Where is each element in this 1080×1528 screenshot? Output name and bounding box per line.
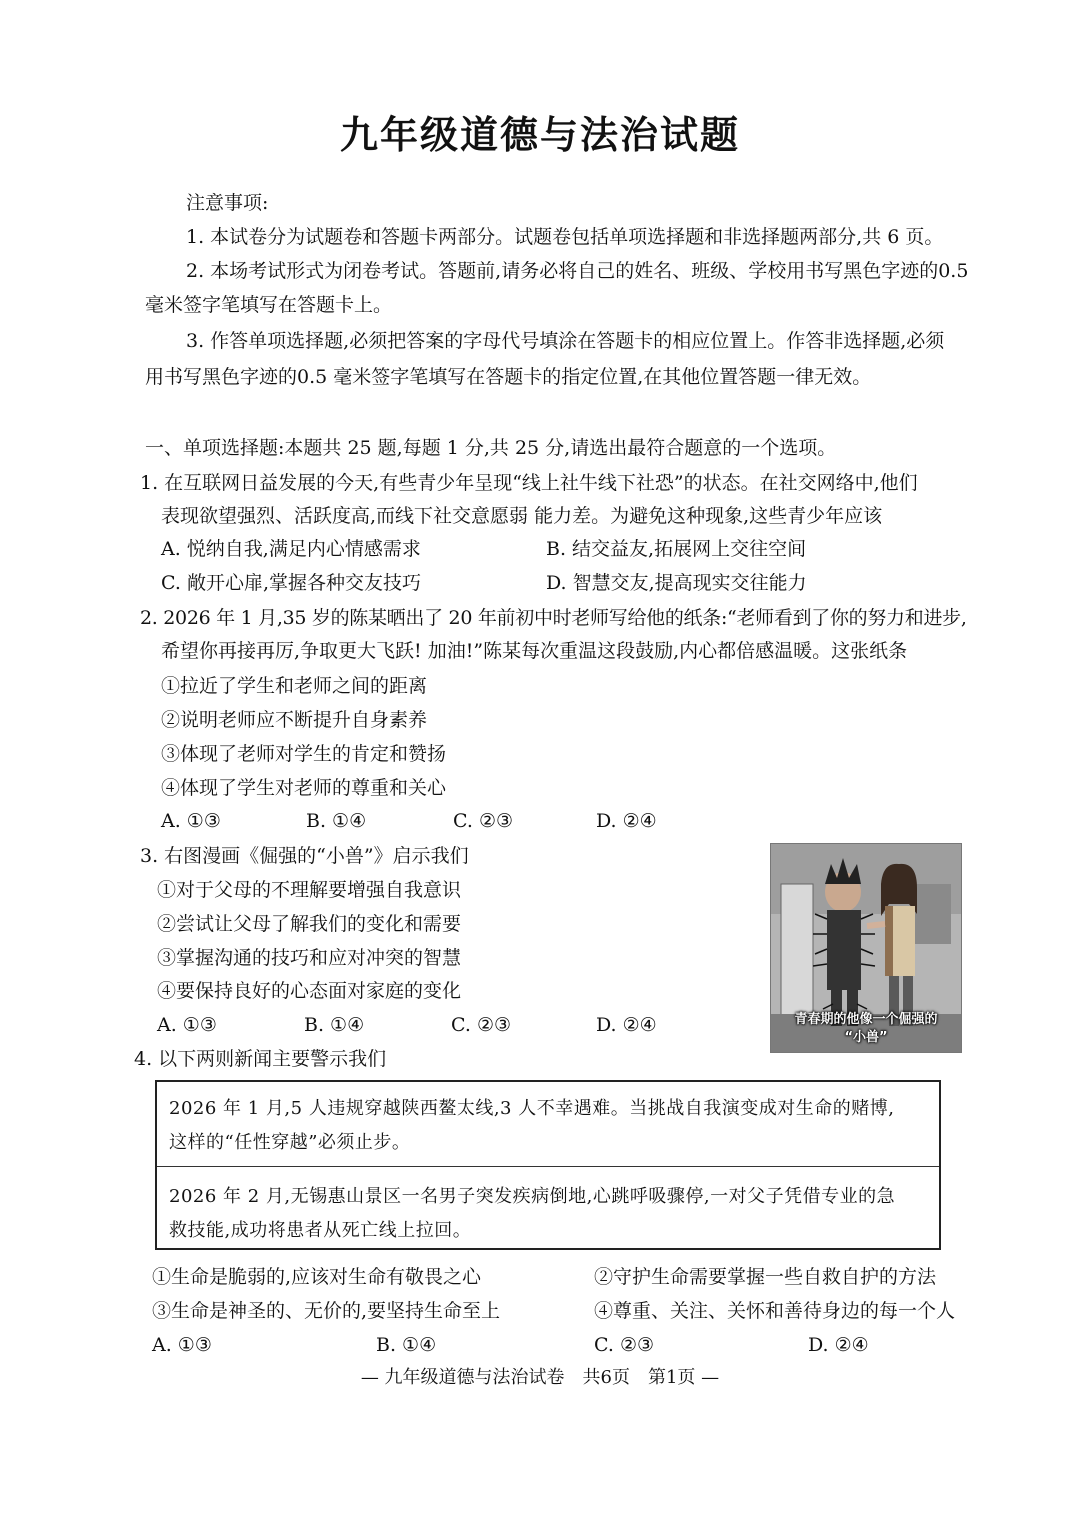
notice-item-3-line-1: 3. 作答单项选择题,必须把答案的字母代号填涂在答题卡的相应位置上。作答非选择题,必须 <box>186 330 945 352</box>
question-2-line-1: 2. 2026 年 1 月,35 岁的陈某晒出了 20 年前初中时老师写给他的纸条:“老师看到了你的努力和进步, <box>140 607 967 629</box>
question-3-option-a: A. ①③ <box>157 1014 217 1036</box>
question-2-statement-2: ②说明老师应不断提升自身素养 <box>161 709 428 731</box>
question-4-statement-1: ①生命是脆弱的,应该对生命有敬畏之心 <box>152 1266 482 1288</box>
question-3-statement-4: ④要保持良好的心态面对家庭的变化 <box>157 980 462 1002</box>
comic-caption-line-1: 青春期的他像一个倔强的 <box>794 1012 938 1027</box>
question-2-statement-1: ①拉近了学生和老师之间的距离 <box>161 675 428 697</box>
question-2-option-a: A. ①③ <box>161 810 221 832</box>
page-title: 九年级道德与法治试题 <box>339 112 740 157</box>
question-3-option-c: C. ②③ <box>451 1014 512 1036</box>
question-4-option-c: C. ②③ <box>594 1334 655 1356</box>
question-4-option-b: B. ①④ <box>376 1334 437 1356</box>
section-heading: 一、单项选择题:本题共 25 题,每题 1 分,共 25 分,请选出最符合题意的一个选项。 <box>145 437 837 459</box>
question-4-statement-4: ④尊重、关注、关怀和善待身边的每一个人 <box>594 1300 956 1322</box>
question-4-option-d: D. ②④ <box>808 1334 869 1356</box>
question-1-option-c: C. 敞开心扉,掌握各种交友技巧 <box>161 572 421 594</box>
comic-caption-line-2: “小兽” <box>844 1030 888 1045</box>
notice-heading: 注意事项: <box>186 192 269 214</box>
page-footer: — 九年级道德与法治试卷 共6页 第1页 — <box>360 1367 720 1388</box>
question-3-option-b: B. ①④ <box>304 1014 365 1036</box>
question-2-statement-4: ④体现了学生对老师的尊重和关心 <box>161 777 447 799</box>
news-1-line-1: 2026 年 1 月,5 人违规穿越陕西鳌太线,3 人不幸遇难。当挑战自我演变成对生命的赌博, <box>169 1098 895 1119</box>
question-2-option-d: D. ②④ <box>596 810 657 832</box>
question-3-statement-3: ③掌握沟通的技巧和应对冲突的智慧 <box>157 947 462 969</box>
question-2-statement-3: ③体现了老师对学生的肯定和赞扬 <box>161 743 447 765</box>
question-1-option-b: B. 结交益友,拓展网上交往空间 <box>546 538 807 560</box>
news-divider <box>157 1166 939 1167</box>
question-4-statement-2: ②守护生命需要掌握一些自救自护的方法 <box>594 1266 937 1288</box>
question-2-option-b: B. ①④ <box>306 810 367 832</box>
question-1-option-a: A. 悦纳自我,满足内心情感需求 <box>161 538 421 560</box>
question-1-line-1: 1. 在互联网日益发展的今天,有些青少年呈现“线上社牛线下社恐”的状态。在社交网络中,他们 <box>140 472 918 494</box>
news-2-line-1: 2026 年 2 月,无锡惠山景区一名男子突发疾病倒地,心跳呼吸骤停,一对父子凭借专业的急 <box>169 1186 896 1207</box>
comic-illustration <box>770 843 962 1053</box>
question-2-line-2: 希望你再接再厉,争取更大飞跃! 加油!”陈某每次重温这段鼓励,内心都倍感温暖。这张纸条 <box>161 640 908 662</box>
news-2-line-2: 救技能,成功将患者从死亡线上拉回。 <box>169 1220 472 1241</box>
question-4-option-a: A. ①③ <box>152 1334 212 1356</box>
news-1-line-2: 这样的“任性穿越”必须止步。 <box>169 1132 411 1153</box>
notice-item-2-line-1: 2. 本场考试形式为闭卷考试。答题前,请务必将自己的姓名、班级、学校用书写黑色字迹的0.5 <box>186 260 969 282</box>
question-2-option-c: C. ②③ <box>453 810 514 832</box>
question-3-option-d: D. ②④ <box>596 1014 657 1036</box>
question-1-line-2: 表现欲望强烈、活跃度高,而线下社交意愿弱 能力差。为避免这种现象,这些青少年应该 <box>161 505 883 527</box>
notice-item-1: 1. 本试卷分为试题卷和答题卡两部分。试题卷包括单项选择题和非选择题两部分,共 6 页。 <box>186 226 944 248</box>
notice-item-3-line-2: 用书写黑色字迹的0.5 毫米签字笔填写在答题卡的指定位置,在其他位置答题一律无效。 <box>145 366 872 388</box>
question-3-statement-1: ①对于父母的不理解要增强自我意识 <box>157 879 462 901</box>
question-3-statement-2: ②尝试让父母了解我们的变化和需要 <box>157 913 462 935</box>
notice-item-2-line-2: 毫米签字笔填写在答题卡上。 <box>145 294 393 316</box>
question-4-line-1: 4. 以下两则新闻主要警示我们 <box>134 1048 387 1070</box>
question-4-statement-3: ③生命是神圣的、无价的,要坚持生命至上 <box>152 1300 501 1322</box>
news-box <box>155 1080 941 1250</box>
question-3-line-1: 3. 右图漫画《倔强的“小兽”》启示我们 <box>140 845 469 867</box>
question-1-option-d: D. 智慧交友,提高现实交往能力 <box>546 572 807 594</box>
